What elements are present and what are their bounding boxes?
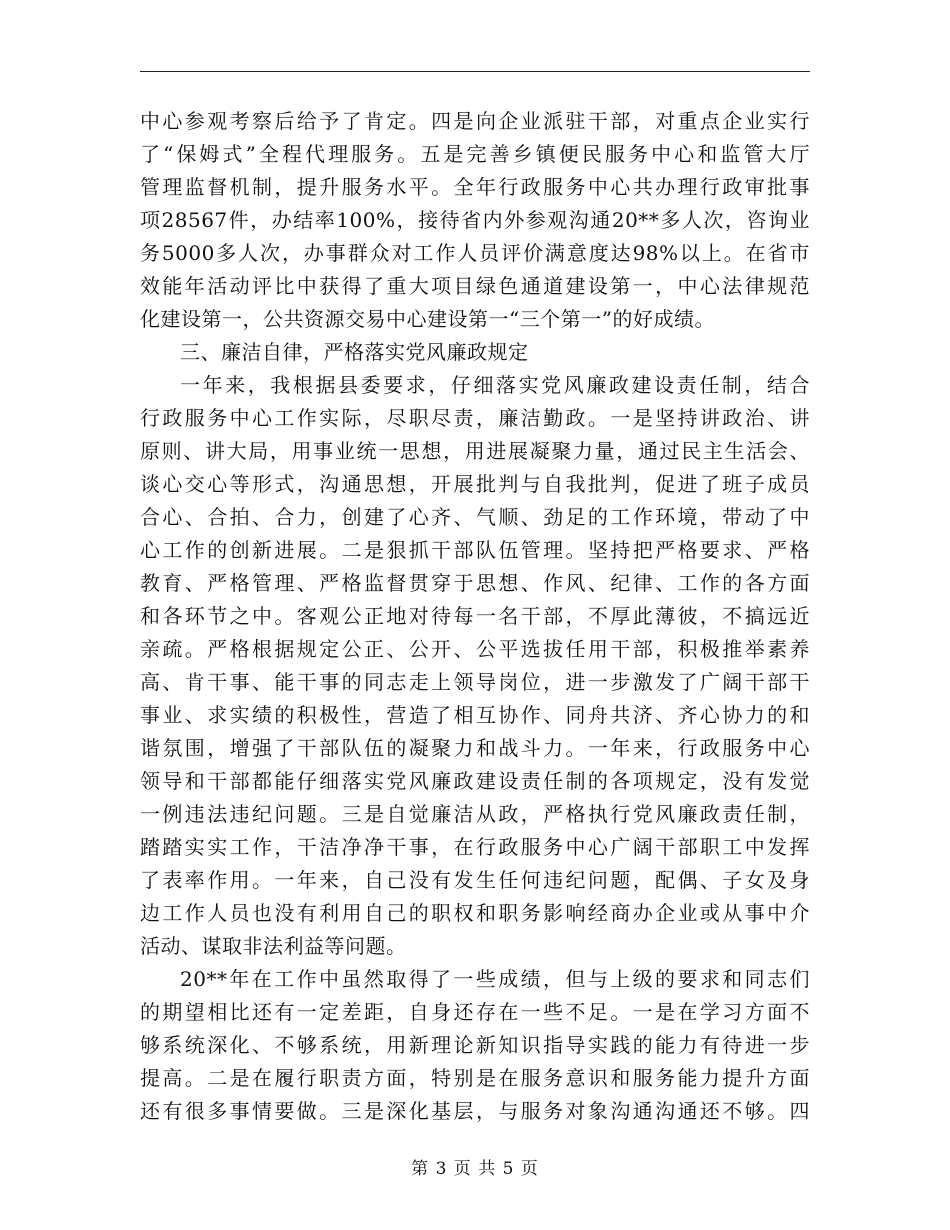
paragraph-line: 一年来，我根据县委要求，仔细落实党风廉政建设责任制，结合 — [180, 373, 810, 397]
paragraph-line: 事业、求实绩的积极性，营造了相互协作、同舟共济、齐心协力的和 — [140, 703, 810, 727]
paragraph-line: 谐氛围，增强了干部队伍的凝聚力和战斗力。一年来，行政服务中心 — [140, 736, 810, 760]
paragraph-line: 够系统深化、不够系统，用新理论新知识指导实践的能力有待进一步 — [140, 1033, 810, 1057]
paragraph-line: 化建设第一，公共资源交易中心建设第一“三个第一”的好成绩。 — [140, 307, 715, 331]
paragraph-line: 了表率作用。一年来，自己没有发生任何违纪问题，配偶、子女及身 — [140, 868, 810, 892]
document-body — [140, 105, 810, 1128]
paragraph-line: 边工作人员也没有利用自己的职权和职务影响经商办企业或从事中介 — [140, 901, 810, 925]
paragraph-line: 效能年活动评比中获得了重大项目绿色通道建设第一，中心法律规范 — [140, 274, 810, 298]
paragraph-line: 一例违法违纪问题。三是自觉廉洁从政，严格执行党风廉政责任制， — [140, 802, 810, 826]
section-heading: 三、廉洁自律，严格落实党风廉政规定 — [180, 340, 529, 364]
paragraph-line: 中心参观考察后给予了肯定。四是向企业派驻干部，对重点企业实行 — [140, 109, 810, 133]
paragraph-line: 心工作的创新进展。二是狠抓干部队伍管理。坚持把严格要求、严格 — [140, 538, 810, 562]
paragraph-line: 领导和干部都能仔细落实党风廉政建设责任制的各项规定，没有发觉 — [140, 769, 810, 793]
paragraph-line: 项28567件，办结率100%，接待省内外参观沟通20**多人次，咨询业 — [140, 208, 810, 232]
paragraph-line: 和各环节之中。客观公正地对待每一名干部，不厚此薄彼，不搞远近 — [140, 604, 810, 628]
paragraph-line: 管理监督机制，提升服务水平。全年行政服务中心共办理行政审批事 — [140, 175, 810, 199]
paragraph-line: 亲疏。严格根据规定公正、公开、公平选拔任用干部，积极推举素养 — [140, 637, 810, 661]
paragraph-line: 踏踏实实工作，干洁净净干事，在行政服务中心广阔干部职工中发挥 — [140, 835, 810, 859]
paragraph-line: 了“保姆式”全程代理服务。五是完善乡镇便民服务中心和监管大厅 — [140, 142, 810, 166]
paragraph-line: 原则、讲大局，用事业统一思想，用进展凝聚力量，通过民主生活会、 — [140, 439, 810, 463]
paragraph-line: 行政服务中心工作实际，尽职尽责，廉洁勤政。一是坚持讲政治、讲 — [140, 406, 810, 430]
paragraph-line: 合心、合拍、合力，创建了心齐、气顺、劲足的工作环境，带动了中 — [140, 505, 810, 529]
page-number-footer: 第 3 页 共 5 页 — [411, 1159, 539, 1179]
paragraph-line: 谈心交心等形式，沟通思想，开展批判与自我批判，促进了班子成员 — [140, 472, 810, 496]
paragraph-line: 务5000多人次，办事群众对工作人员评价满意度达98%以上。在省市 — [140, 241, 810, 265]
paragraph-line: 还有很多事情要做。三是深化基层，与服务对象沟通沟通还不够。四 — [140, 1099, 810, 1123]
paragraph-line: 高、肯干事、能干事的同志走上领导岗位，进一步激发了广阔干部干 — [140, 670, 810, 694]
paragraph-line: 20**年在工作中虽然取得了一些成绩，但与上级的要求和同志们 — [180, 967, 810, 991]
paragraph-line: 提高。二是在履行职责方面，特别是在服务意识和服务能力提升方面 — [140, 1066, 810, 1090]
paragraph-line: 教育、严格管理、严格监督贯穿于思想、作风、纪律、工作的各方面 — [140, 571, 810, 595]
header-rule — [140, 71, 810, 72]
paragraph-line: 的期望相比还有一定差距，自身还存在一些不足。一是在学习方面不 — [140, 1000, 810, 1024]
paragraph-line: 活动、谋取非法利益等问题。 — [140, 934, 407, 958]
